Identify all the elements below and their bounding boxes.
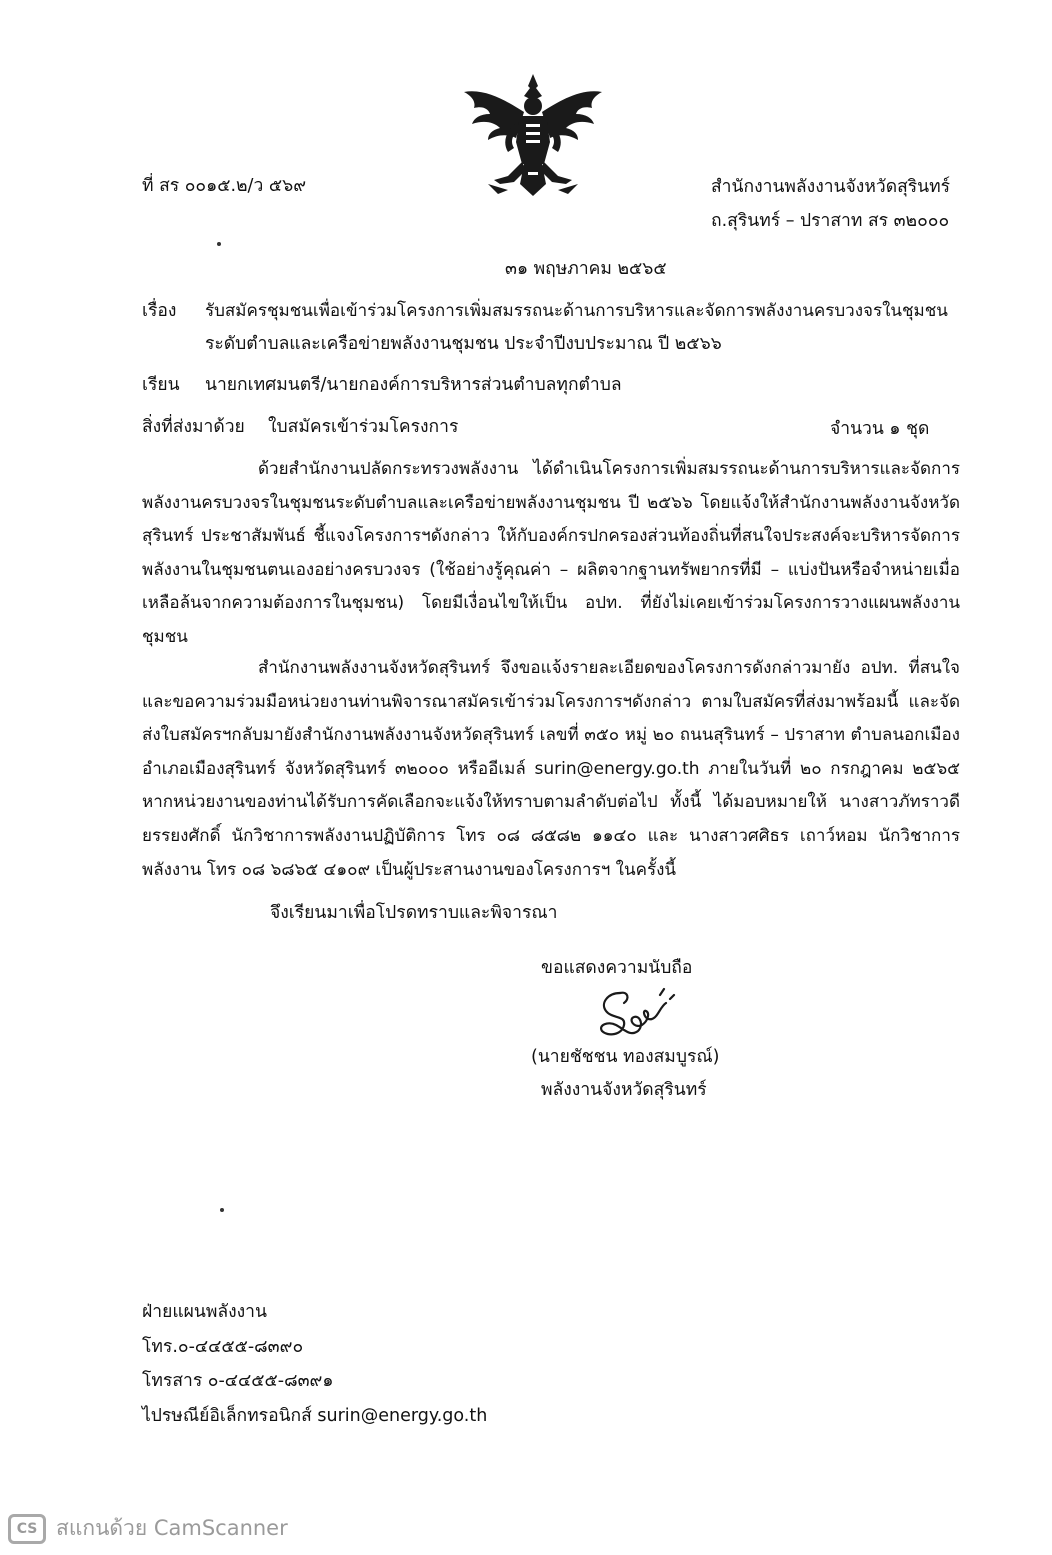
camscanner-text: สแกนด้วย CamScanner	[56, 1516, 288, 1540]
body-paragraph-2	[142, 652, 960, 887]
letter-date: ๓๑ พฤษภาคม ๒๕๖๕	[505, 259, 667, 279]
signatory-name: (นายชัชชน ทองสมบูรณ์)	[531, 1047, 720, 1067]
signatory-position: พลังงานจังหวัดสุรินทร์	[541, 1080, 707, 1100]
subject-line-1: รับสมัครชุมชนเพื่อเข้าร่วมโครงการเพิ่มสมรรถนะด้านการบริหารและจัดการพลังงานครบวงจรในชุมชน	[205, 301, 948, 321]
contact-phone: โทร.๐-๔๔๕๕-๘๓๙๐	[142, 1336, 304, 1357]
garuda-emblem-icon	[458, 72, 608, 202]
contact-block	[142, 1295, 487, 1433]
office-name: สำนักงานพลังงานจังหวัดสุรินทร์	[711, 177, 951, 197]
subject-line-2: ระดับตำบลและเครือข่ายพลังงานชุมชน ประจำปีงบประมาณ ปี ๒๕๖๖	[205, 334, 722, 354]
contact-fax: โทรสาร ๐-๔๔๕๕-๘๓๙๑	[142, 1371, 334, 1391]
camscanner-logo-icon: CS	[8, 1514, 46, 1544]
speck	[220, 1208, 224, 1212]
subject-label: เรื่อง	[142, 301, 177, 321]
body-paragraph-1-text: ด้วยสำนักงานปลัดกระทรวงพลังงาน ได้ดำเนินโครงการเพิ่มสมรรถนะด้านการบริหารและจัดการพลังงานครบวงจรในชุมชนระดับตำบลและเครือข่ายพลังงานชุมชน ปี ๒๕๖๖ โดยแจ้งให้สำนักงานพลังงานจังหวัดสุรินทร์ ประชาสัมพันธ์ ชี้แจงโครงการฯดังกล่าว ให้กับองค์กรปกครองส่วนท้องถิ่นที่สนใจประสงค์จะบริหารจัดการพลังงานในชุมชนตนเองอย่างครบวงจร (ใช้อย่างรู้คุณค่า – ผลิตจากฐานทรัพยากรที่มี – แบ่งปันหรือจำหน่ายเมื่อเหลือล้นจากความต้องการในชุมชน) โดยมีเงื่อนไขให้เป็น อปท. ที่ยังไม่เคยเข้าร่วมโครงการวางแผนพลังงานชุมชน	[142, 459, 960, 647]
body-paragraph-2-text: สำนักงานพลังงานจังหวัดสุรินทร์ จึงขอแจ้งรายละเอียดของโครงการดังกล่าวมายัง อปท. ที่สนใจและขอความร่วมมือหน่วยงานท่านพิจารณาสมัครเข้าร่วมโครงการฯดังกล่าว ตามใบสมัครที่ส่งมาพร้อมนี้ และจัดส่งใบสมัครฯกลับมายังสำนักงานพลังงานจังหวัดสุรินทร์ เลขที่ ๓๕๐ หมู่ ๒๐ ถนนสุรินทร์ – ปราสาท ตำบลนอกเมือง อำเภอเมืองสุรินทร์ จังหวัดสุรินทร์ ๓๒๐๐๐ หรืออีเมล์ surin@energy.go.th ภายในวันที่ ๒๐ กรกฎาคม ๒๕๖๕ หากหน่วยงานของท่านได้รับการคัดเลือกจะแจ้งให้ทราบตามลำดับต่อไป ทั้งนี้ ได้มอบหมายให้ นางสาวภัทราวดี ยรรยงศักดิ์ นักวิชาการพลังงานปฏิบัติการ โทร ๐๘ ๘๕๘๒ ๑๑๔๐ และ นางสาวศศิธร เถาว์หอม นักวิชาการพลังงาน โทร ๐๘ ๖๘๖๕ ๔๑๐๙ เป็นผู้ประสานงานของโครงการฯ ในครั้งนี้	[142, 658, 960, 880]
enclosure-label: สิ่งที่ส่งมาด้วย	[142, 417, 245, 437]
enclosure-value: ใบสมัครเข้าร่วมโครงการ	[268, 417, 459, 437]
recipient-label: เรียน	[142, 375, 180, 395]
contact-email: ไปรษณีย์อิเล็กทรอนิกส์ surin@energy.go.th	[142, 1405, 488, 1426]
regards-text: ขอแสดงความนับถือ	[541, 958, 693, 978]
recipient-value: นายกเทศมนตรี/นายกองค์การบริหารส่วนตำบลทุกตำบล	[205, 375, 622, 395]
signature-icon	[590, 985, 680, 1045]
contact-department: ฝ่ายแผนพลังงาน	[142, 1302, 267, 1322]
enclosure-quantity: จำนวน ๑ ชุด	[830, 419, 930, 439]
camscanner-watermark	[8, 1512, 288, 1545]
reference-number: ที่ สร ๐๐๑๕.๒/ว ๕๖๙	[142, 176, 307, 196]
body-paragraph-1	[142, 453, 960, 655]
closing-sentence: จึงเรียนมาเพื่อโปรดทราบและพิจารณา	[270, 903, 558, 923]
office-address: ถ.สุรินทร์ – ปราสาท สร ๓๒๐๐๐	[711, 211, 950, 231]
speck	[217, 242, 221, 246]
